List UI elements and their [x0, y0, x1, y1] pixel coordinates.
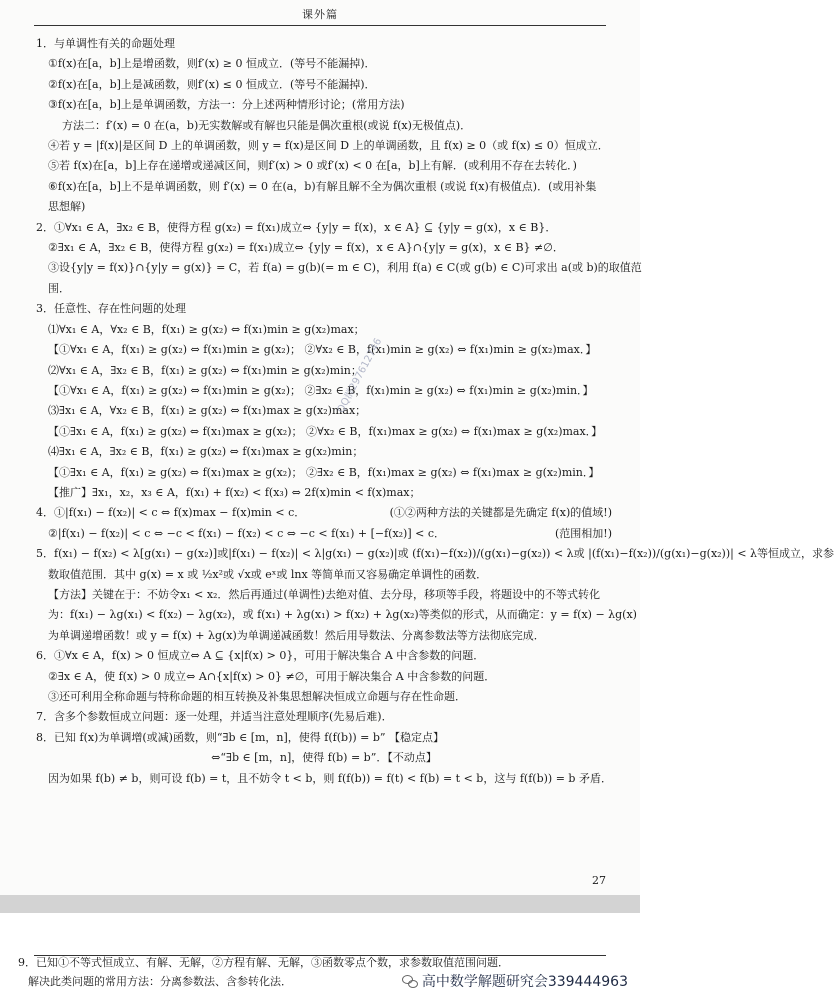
question-9-line-2: 解决此类问题的常用方法：分离参数法、含参转化法．: [28, 975, 292, 988]
text-line: [36, 361, 612, 381]
line-text: 因为如果 f(b) ≠ b，则可设 f(b) = t，且不妨令 t < b，则 f(f(b)) = f(t) < f(b) = t < b，这与 f(f(b)) = b 矛盾．: [48, 771, 612, 785]
text-line: [36, 728, 612, 748]
line-text: ⇔“∃b ∈ [m，n]，使得 f(b) = b”．【不动点】: [211, 751, 437, 765]
text-line: [36, 503, 612, 523]
text-line: [36, 136, 612, 156]
text-line: [36, 463, 612, 483]
account-label: 高中数学解题研究会339444963: [421, 974, 628, 990]
line-text: ⑴∀x₁ ∈ A，∀x₂ ∈ B，f(x₁) ≥ g(x₂) ⇔ f(x₁)min ≥ g(x₂)max；: [48, 322, 365, 336]
line-text: 【推广】∃x₁，x₂，x₃ ∈ A，f(x₁) + f(x₂) < f(x₃) ⇔ 2f(x)min < f(x)max；: [48, 485, 421, 499]
line-text: ③f(x)在[a，b]上是单调函数，方法一：分上述两种情形讨论；(常用方法): [48, 98, 405, 112]
line-text: 为：f(x₁) − λg(x₁) < f(x₂) − λg(x₂)，或 f(x₁) + λg(x₁) > f(x₂) + λg(x₂)等类似的形式，从而确定：y = f(x) − λg(x): [48, 608, 637, 622]
line-text: ④若 y = |f(x)|是区间 D 上的单调函数，则 y = f(x)是区间 D 上的单调函数，且 f(x) ≥ 0（或 f(x) ≤ 0）恒成立．: [48, 139, 609, 153]
line-text: ⑷∃x₁ ∈ A，∃x₂ ∈ B，f(x₁) ≥ g(x₂) ⇔ f(x₁)max ≥ g(x₂)min；: [48, 445, 364, 459]
text-line: [36, 585, 612, 605]
text-line: [36, 401, 612, 421]
text-line: [36, 320, 612, 340]
text-line: [36, 687, 612, 707]
text-line: [36, 340, 612, 360]
line-text: ⑤若 f(x)在[a，b]上存在递增或递减区间，则f′(x) > 0 或f′(x) < 0 在[a，b]上有解．(或利用不存在去转化．): [48, 159, 577, 173]
text-line: [36, 544, 834, 564]
line-text: ②∃x₁ ∈ A，∃x₂ ∈ B，使得方程 g(x₂) = f(x₁)成立⇔ {y|y = f(x)，x ∈ A}∩{y|y = g(x)，x ∈ B} ≠∅．: [48, 241, 564, 255]
text-line: [36, 258, 642, 278]
line-note: (范围相加!): [554, 526, 612, 540]
text-line: [36, 748, 612, 768]
line-text: 【方法】关键在于：不妨令x₁ < x₂．然后再通过(单调性)去绝对值、去分母，移项等手段，将题设中的不等式转化: [48, 587, 601, 601]
text-line: [36, 381, 612, 401]
text-line: [36, 422, 612, 442]
line-text: 【①∃x₁ ∈ A，f(x₁) ≥ g(x₂) ⇔ f(x₁)max ≥ g(x₂)； ②∀x₂ ∈ B，f(x₁)max ≥ g(x₂) ⇔ f(x₁)max ≥ g(x₂)max．】: [48, 424, 603, 438]
text-line: [36, 238, 612, 258]
line-text: ⑶∃x₁ ∈ A，∀x₂ ∈ B，f(x₁) ≥ g(x₂) ⇔ f(x₁)max ≥ g(x₂)max；: [48, 404, 367, 418]
line-text: 1．与单调性有关的命题处理: [36, 37, 175, 50]
text-line: [36, 177, 612, 197]
line-text: 7．含多个参数恒成立问题：逐一处理，并适当注意处理顺序(先易后难)．: [36, 710, 393, 724]
line-text: 【①∀x₁ ∈ A，f(x₁) ≥ g(x₂) ⇔ f(x₁)min ≥ g(x₂)； ②∃x₂ ∈ B，f(x₁)min ≥ g(x₂) ⇔ f(x₁)min ≥ g(x₂)min．】: [48, 383, 594, 397]
line-text: ③还可利用全称命题与特称命题的相互转换及补集思想解决恒成立命题与存在性命题．: [48, 690, 466, 703]
line-text: ⑵∀x₁ ∈ A，∃x₂ ∈ B，f(x₁) ≥ g(x₂) ⇔ f(x₁)min ≥ g(x₂)min；: [48, 363, 362, 377]
line-text: 为单调递增函数！或 y = f(x) + λg(x)为单调递减函数！然后用导数法、分离参数法等方法彻底完成．: [48, 628, 545, 642]
line-text: 8．已知 f(x)为单调增(或减)函数，则“∃b ∈ [m，n]，使得 f(f(b)) = b” 【稳定点】: [36, 730, 445, 744]
text-line: [36, 95, 612, 115]
text-line: [36, 707, 612, 727]
text-line: [36, 524, 612, 544]
text-line: [36, 626, 612, 646]
wechat-icon: [402, 974, 418, 988]
page-separator: [0, 895, 640, 913]
line-text: 围．: [48, 281, 70, 295]
line-text: 6．①∀x ∈ A，f(x) > 0 恒成立⇔ A ⊆ {x|f(x) > 0}，可用于解决集合 A 中含参数的问题．: [36, 649, 485, 663]
next-page-fragment: [0, 913, 640, 1002]
line-text: 【①∃x₁ ∈ A，f(x₁) ≥ g(x₂) ⇔ f(x₁)max ≥ g(x₂)； ②∃x₂ ∈ B，f(x₁)max ≥ g(x₂) ⇔ f(x₁)max ≥ g(x₂)min．】: [48, 465, 600, 479]
line-text: 3．任意性、存在性问题的处理: [36, 302, 186, 316]
text-line: [36, 646, 612, 666]
text-line: [36, 605, 637, 625]
line-text: ①f(x)在[a，b]上是增函数，则f′(x) ≥ 0 恒成立．(等号不能漏掉)．: [48, 57, 376, 71]
line-text: ②|f(x₁) − f(x₂)| < c ⇔ −c < f(x₁) − f(x₂) < c ⇔ −c < f(x₁) + [−f(x₂)] < c．: [48, 526, 446, 540]
line-text: 【①∀x₁ ∈ A，f(x₁) ≥ g(x₂) ⇔ f(x₁)min ≥ g(x₂)； ②∀x₂ ∈ B，f(x₁)min ≥ g(x₂) ⇔ f(x₁)min ≥ g(x₂)max．】: [48, 343, 597, 357]
text-line: [36, 75, 612, 95]
text-line: [36, 442, 612, 462]
text-line: [36, 769, 612, 789]
line-note: (①②两种方法的关键都是先确定 f(x)的值域!): [389, 506, 612, 520]
line-text: ⑥f(x)在[a，b]上不是单调函数，则 f′(x) = 0 在(a，b)有解且解不全为偶次重根 (或说 f(x)有极值点)．(或用补集: [48, 179, 597, 193]
line-text: ②∃x ∈ A，使 f(x) > 0 成立⇔ A∩{x|f(x) > 0} ≠∅，可用于解决集合 A 中含参数的问题．: [48, 669, 496, 683]
line-text: 数取值范围．其中 g(x) = x 或 ½x²或 √x或 eˣ或 lnx 等简单而又容易确定单调性的函数．: [48, 567, 488, 581]
text-line: [36, 54, 612, 74]
line-text: 方法二：f′(x) = 0 在(a，b)无实数解或有解也只能是偶次重根(或说 f(x)无极值点)．: [62, 118, 472, 132]
line-text: ②f(x)在[a，b]上是减函数，则f′(x) ≤ 0 恒成立．(等号不能漏掉)．: [48, 77, 376, 91]
document-body: [36, 34, 834, 789]
text-line: [36, 483, 612, 503]
text-line: [36, 667, 612, 687]
line-text: ③设{y|y = f(x)}∩{y|y = g(x)} = C，若 f(a) = g(b)(= m ∈ C)，利用 f(a) ∈ C(或 g(b) ∈ C)可求出 a(或 b)的取值范: [48, 261, 642, 275]
line-text: 4．①|f(x₁) − f(x₂)| < c ⇔ f(x)max − f(x)min < c．: [36, 506, 306, 520]
watermark: QQ群297612746: [335, 336, 385, 416]
text-line: [36, 279, 612, 299]
line-text: 思想解): [48, 200, 86, 214]
page-header: 课外篇: [34, 6, 606, 26]
question-9-line-1: 9．已知①不等式恒成立、有解、无解，②方程有解、无解，③函数零点个数，求参数取值范围问题．: [18, 956, 509, 969]
text-line: [36, 34, 612, 54]
text-line: [36, 218, 612, 238]
line-text: 2．①∀x₁ ∈ A，∃x₂ ∈ B，使得方程 g(x₂) = f(x₁)成立⇔ {y|y = f(x)，x ∈ A} ⊆ {y|y = g(x)，x ∈ B}．: [36, 220, 557, 234]
line-text: 5．f(x₁) − f(x₂) < λ[g(x₁) − g(x₂)]或|f(x₁) − f(x₂)| < λ|g(x₁) − g(x₂)|或 (f(x₁)−f(x₂))/(g(x₁)−g(x₂)) < λ或 |(f(x₁)−f(x₂))/(g(x₁)−g(x₂))| < λ等恒成立，求参: [36, 547, 834, 561]
text-line: [36, 565, 612, 585]
text-line: [36, 197, 612, 217]
account-watermark: [402, 971, 628, 991]
text-line: [36, 299, 612, 319]
text-line: [36, 156, 612, 176]
text-line: [36, 116, 612, 136]
page-number: 27: [592, 874, 606, 887]
